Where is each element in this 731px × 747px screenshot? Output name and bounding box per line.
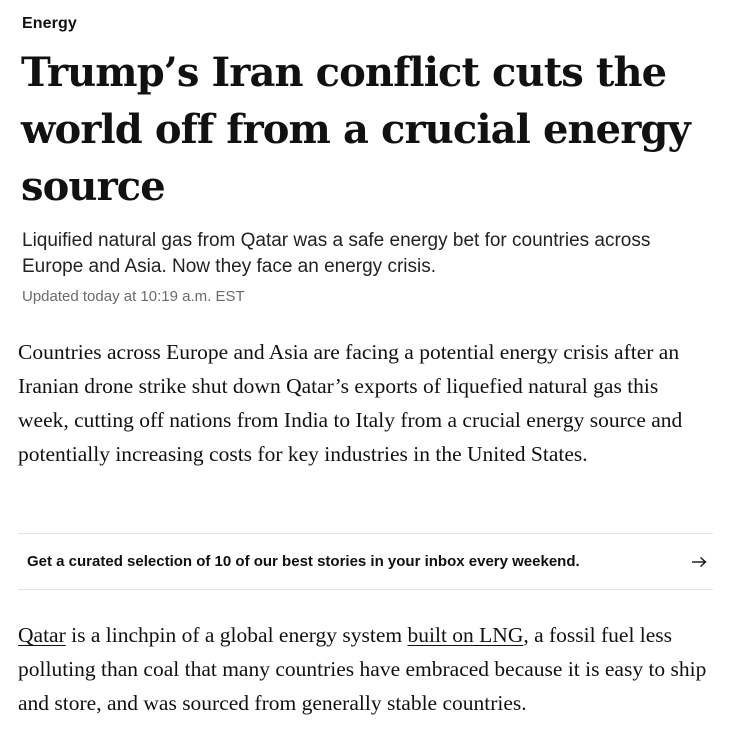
body-paragraph <box>18 618 713 720</box>
article-dek: Liquified natural gas from Qatar was a safe energy bet for countries across Europe and Asia. Now they face an energy crisis. <box>22 230 651 277</box>
built-on-lng-link[interactable]: built on LNG <box>407 623 524 647</box>
headline: Trump’s Iran conflict cuts the world off from a crucial energy source <box>21 49 690 210</box>
newsletter-promo-text[interactable]: Get a curated selection of 10 of our best stories in your inbox every weekend. <box>27 553 580 570</box>
paragraph-text: is a linchpin of a global energy system <box>65 623 408 647</box>
newsletter-promo[interactable] <box>18 534 713 589</box>
qatar-link[interactable]: Qatar <box>18 623 66 647</box>
body-paragraph: Countries across Europe and Asia are facing a potential energy crisis after an Iranian drone strike shut down Qatar’s exports of liquefied natural gas this week, cutting off nations from India to Italy from a crucial energy source and potentially increasing costs for key industries in the United States. <box>18 340 683 466</box>
paragraph-text: , a fossil fuel less polluting than coal that many countries have embraced because it is easy to ship and store, and was sourced from generally stable countries. <box>18 623 707 715</box>
arrow-right-icon[interactable] <box>691 556 707 568</box>
divider <box>18 589 713 590</box>
section-kicker[interactable]: Energy <box>22 15 77 32</box>
updated-timestamp: Updated today at 10:19 a.m. EST <box>22 288 245 305</box>
